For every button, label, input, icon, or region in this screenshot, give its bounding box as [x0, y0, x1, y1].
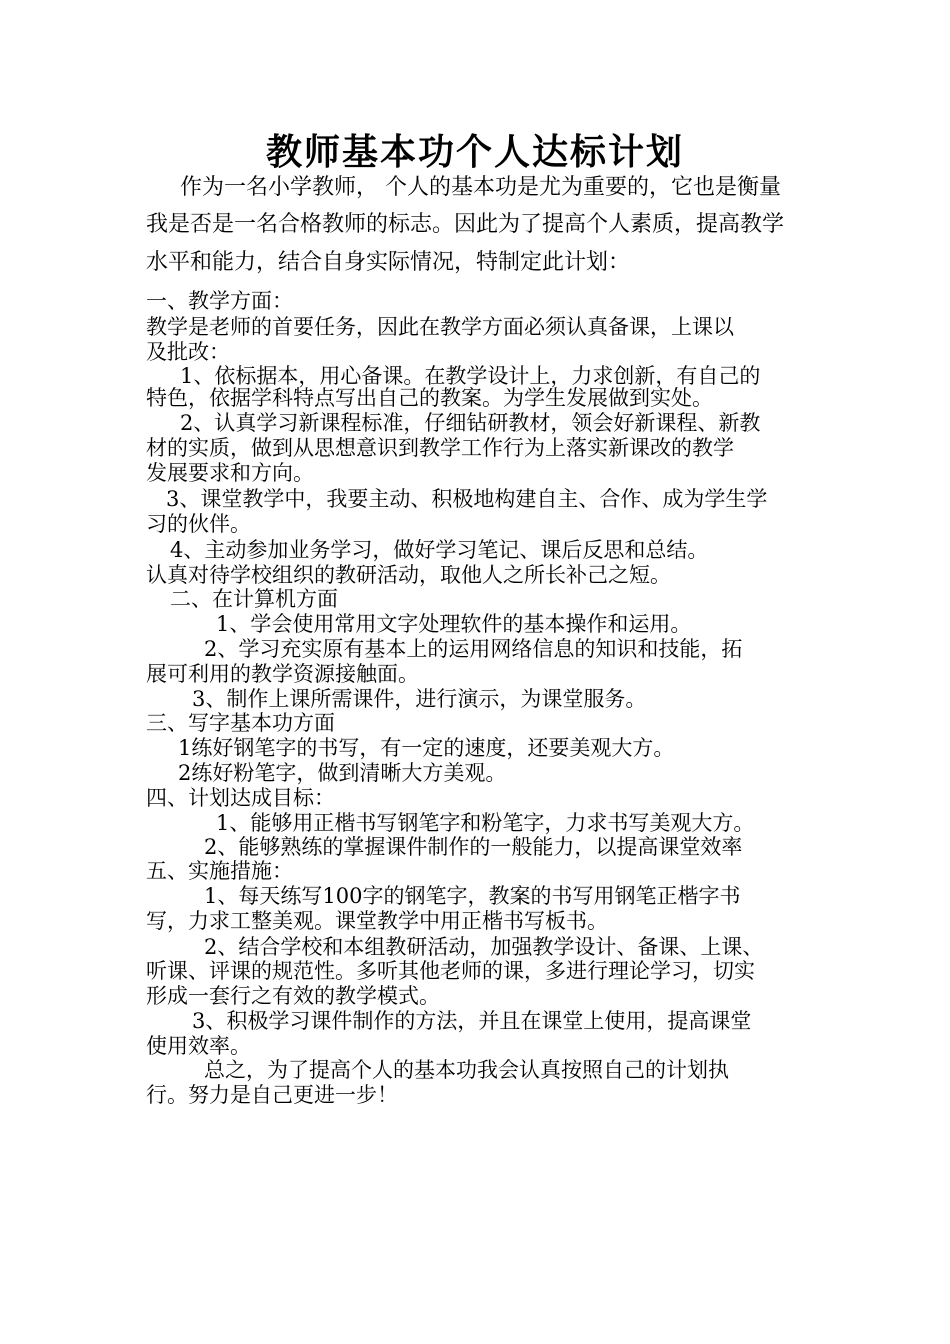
text-line: 2、结合学校和本组教研活动，加强教学设计、备课、上课、	[204, 935, 764, 959]
text-line: 2、认真学习新课程标准，仔细钻研教材，领会好新课程、新教	[180, 411, 761, 435]
text-line: 3、积极学习课件制作的方法，并且在课堂上使用，提高课堂	[192, 1009, 752, 1033]
text-line: 行。努力是自己更进一步！	[146, 1083, 398, 1107]
section-heading: 二、在计算机方面	[170, 587, 338, 611]
section-heading: 三、写字基本功方面	[146, 711, 335, 735]
text-line: 2练好粉笔字，做到清晰大方美观。	[178, 761, 507, 785]
text-line: 听课、评课的规范性。多听其他老师的课，多进行理论学习，切实	[146, 959, 755, 983]
text-line: 2、学习充实原有基本上的运用网络信息的知识和技能，拓	[204, 637, 743, 661]
text-line: 习的伙伴。	[146, 512, 251, 536]
section-heading: 一、教学方面：	[146, 289, 293, 313]
text-line: 使用效率。	[146, 1034, 251, 1058]
text-line: 1、依标据本，用心备课。在教学设计上，力求创新，有自己的	[180, 364, 761, 388]
text-line: 形成一套行之有效的教学模式。	[146, 984, 440, 1008]
text-line: 1、能够用正楷书写钢笔字和粉笔字，力求书写美观大方。	[216, 811, 755, 835]
text-line: 3、课堂教学中，我要主动、积极地构建自主、合作、成为学生学	[166, 487, 768, 511]
text-line: 我是否是一名合格教师的标志。因此为了提高个人素质，提高教学	[146, 212, 785, 237]
text-line: 及批改：	[146, 340, 230, 364]
text-line: 特色，依据学科特点写出自己的教案。为学生发展做到实处。	[146, 386, 713, 410]
text-line: 3、制作上课所需课件，进行演示，为课堂服务。	[192, 687, 647, 711]
text-line: 认真对待学校组织的教研活动，取他人之所长补己之短。	[146, 563, 671, 587]
text-line: 材的实质，做到从思想意识到教学工作行为上落实新课改的教学	[146, 436, 734, 460]
text-line: 教学是老师的首要任务，因此在教学方面必须认真备课，上课以	[146, 315, 734, 339]
text-line: 1练好钢笔字的书写，有一定的速度，还要美观大方。	[178, 736, 675, 760]
text-line: 4、主动参加业务学习，做好学习笔记、课后反思和总结。	[170, 538, 709, 562]
text-line: 作为一名小学教师， 个人的基本功是尤为重要的，它也是衡量	[180, 175, 781, 200]
section-heading: 四、计划达成目标：	[146, 786, 335, 810]
text-line: 展可利用的教学资源接触面。	[146, 662, 419, 686]
document-title: 教师基本功个人达标计划	[265, 131, 684, 173]
section-heading: 五、实施措施：	[146, 859, 293, 883]
text-line: 总之，为了提高个人的基本功我会认真按照自己的计划执	[204, 1058, 729, 1082]
text-line: 1、每天练写100字的钢笔字，教案的书写用钢笔正楷字书	[204, 884, 741, 908]
text-line: 写，力求工整美观。课堂教学中用正楷书写板书。	[146, 909, 608, 933]
text-line: 1、学会使用常用文字处理软件的基本操作和运用。	[216, 612, 692, 636]
text-line: 发展要求和方向。	[146, 461, 314, 485]
text-line: 水平和能力，结合自身实际情况，特制定此计划：	[146, 250, 631, 275]
text-line: 2、能够熟练的掌握课件制作的一般能力，以提高课堂效率	[204, 835, 743, 859]
